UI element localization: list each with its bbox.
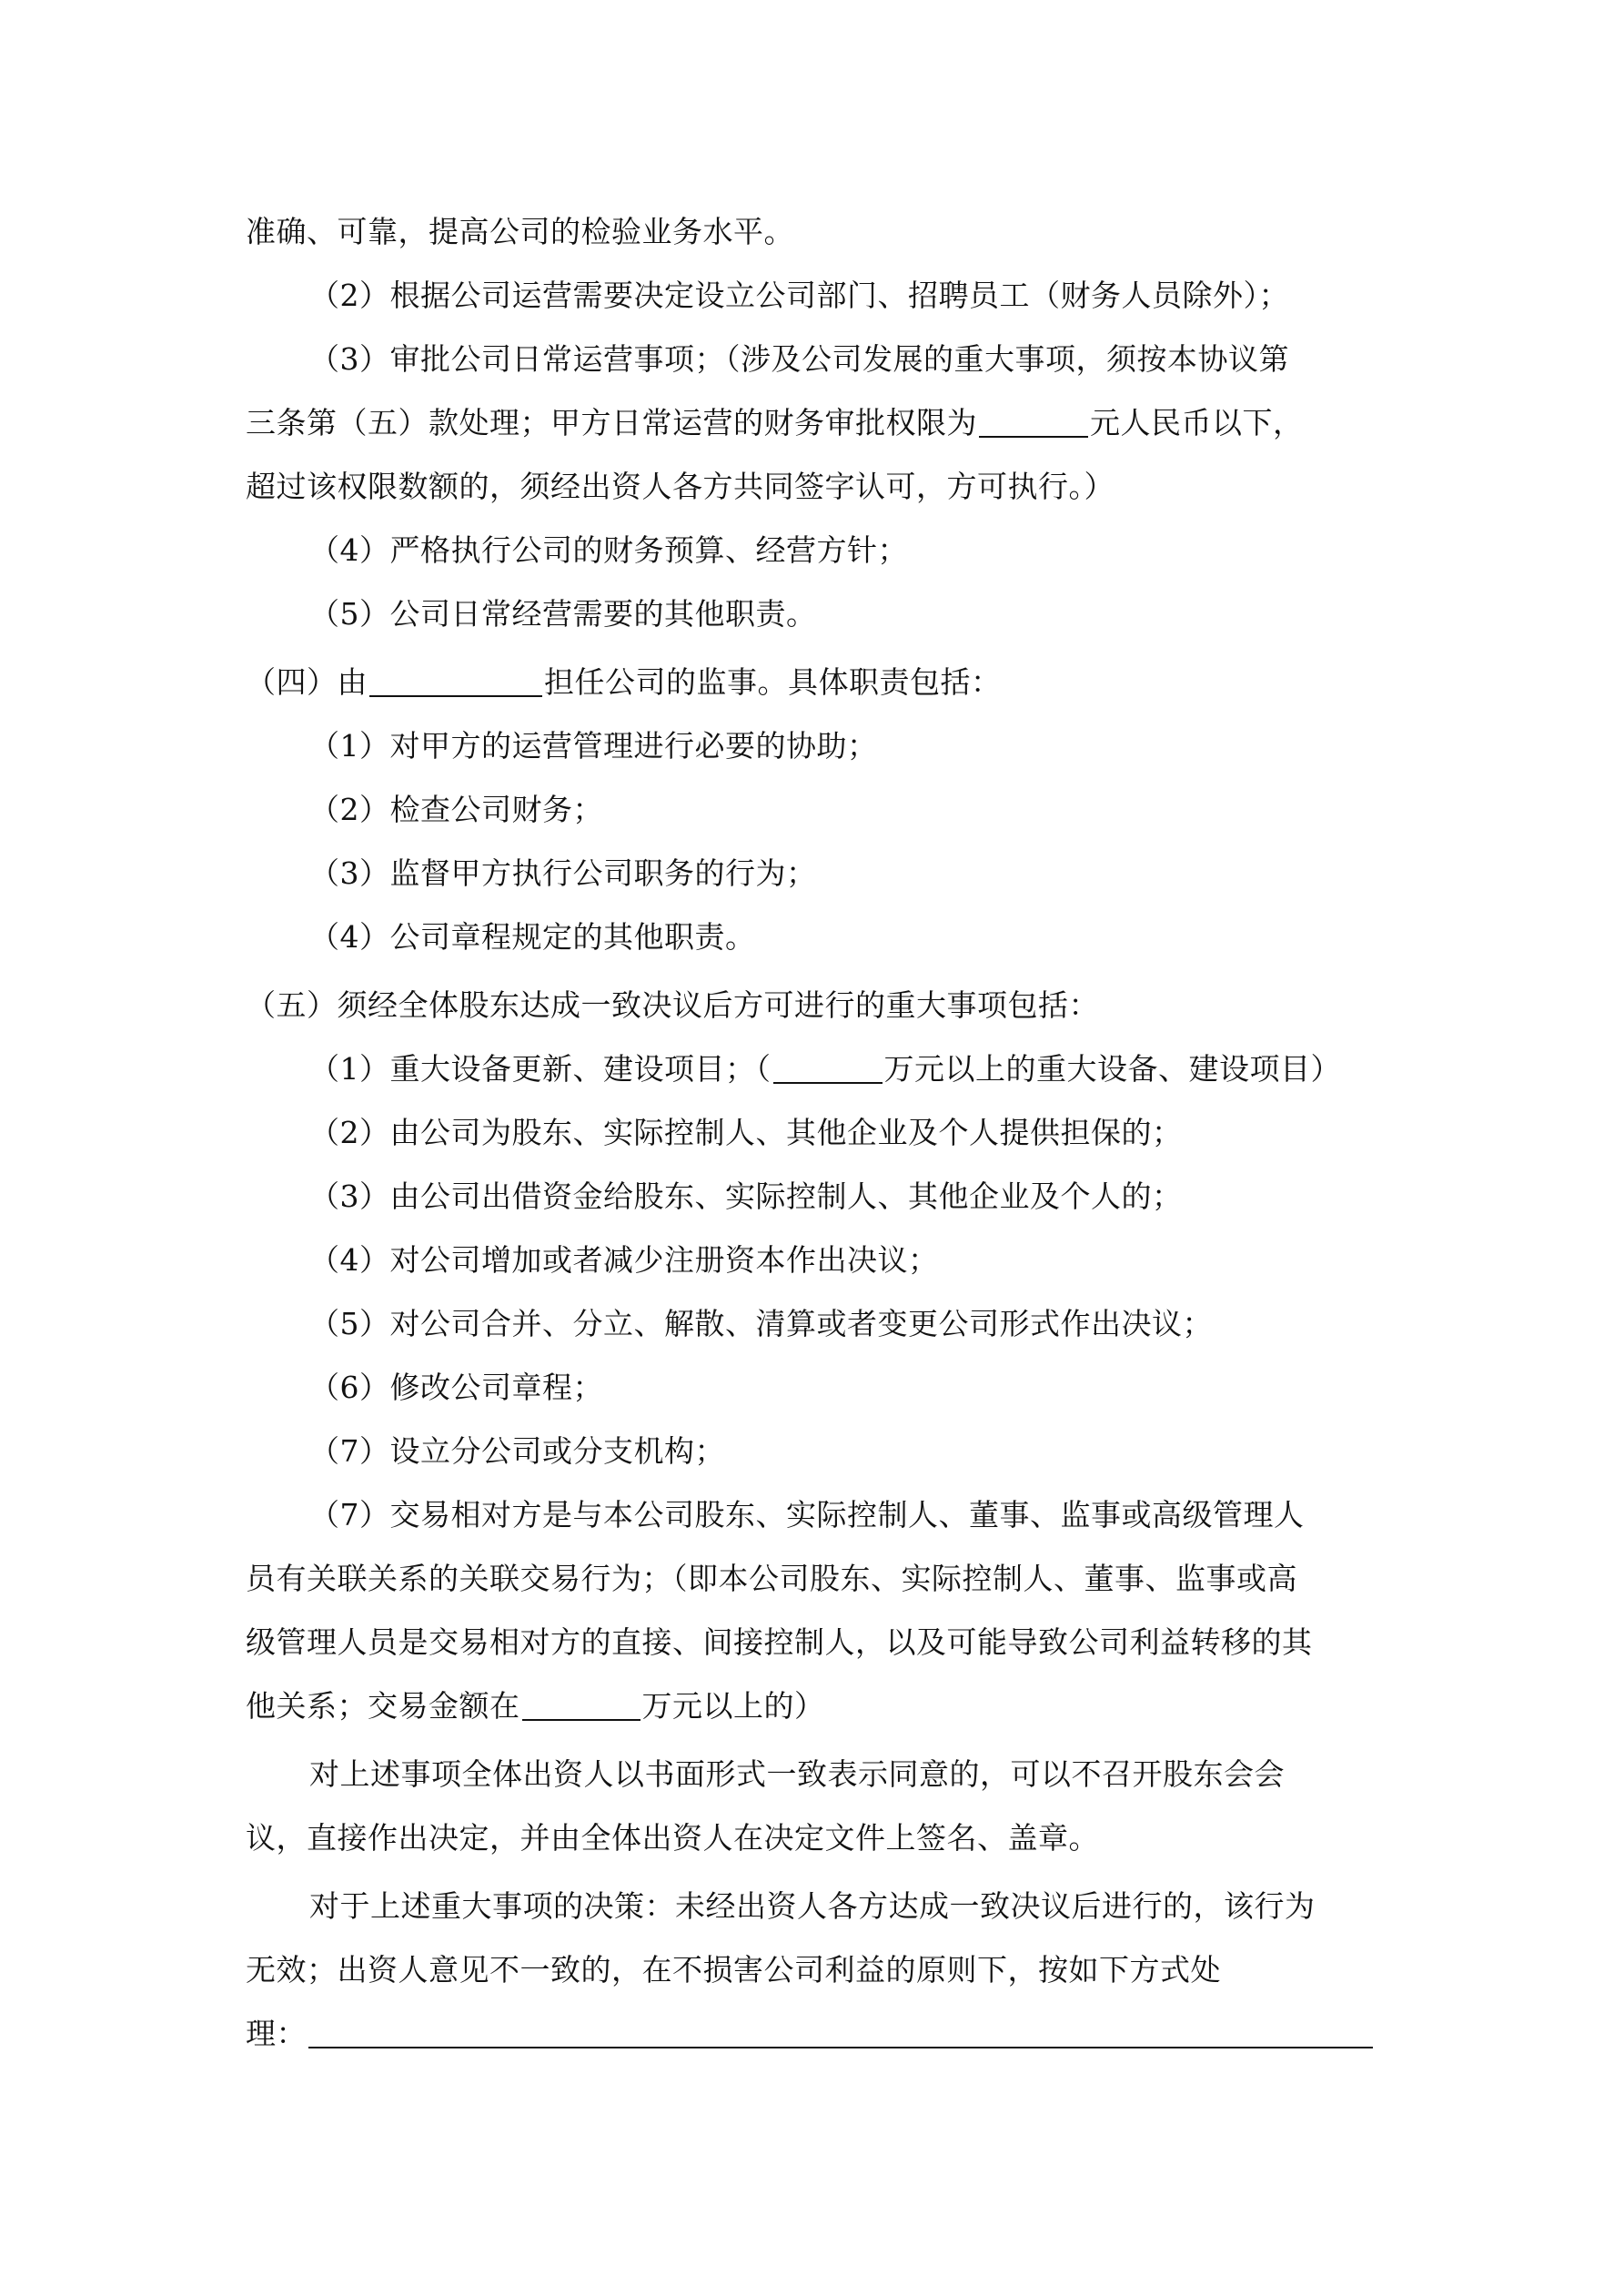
approval-limit-blank[interactable]	[979, 396, 1088, 438]
list-item: （5）对公司合并、分立、解散、清算或者变更公司形式作出决议；	[309, 1306, 1213, 1341]
list-item: （1）对甲方的运营管理进行必要的协助；	[309, 728, 878, 764]
section-heading: （四）由 担任公司的监事。具体职责包括：	[0, 655, 1002, 710]
list-item: （7）设立分公司或分支机构；	[309, 1433, 725, 1469]
paragraph-line: 议，直接作出决定，并由全体出资人在决定文件上签名、盖章。	[246, 1820, 1099, 1856]
paragraph-line: 员有关联关系的关联交易行为；（即本公司股东、实际控制人、董事、监事或高	[246, 1561, 1297, 1596]
list-item: （5）公司日常经营需要的其他职责。	[309, 596, 817, 632]
list-item: （2）根据公司运营需要决定设立公司部门、招聘员工（财务人员除外）；	[309, 278, 1289, 313]
list-item: （2）由公司为股东、实际控制人、其他企业及个人提供担保的；	[309, 1115, 1183, 1150]
paragraph-line: 对于上述重大事项的决策：未经出资人各方达成一致决议后进行的，该行为	[309, 1888, 1316, 1924]
list-item: （4）严格执行公司的财务预算、经营方针；	[309, 532, 908, 568]
paragraph-line: 他关系；交易金额在 万元以上的）	[0, 1679, 825, 1734]
list-item: （3）由公司出借资金给股东、实际控制人、其他企业及个人的；	[309, 1178, 1183, 1214]
transaction-amount-blank[interactable]	[522, 1679, 641, 1721]
paragraph-line: 三条第（五）款处理；甲方日常运营的财务审批权限为 元人民币以下，	[0, 396, 1304, 450]
handling-method-blank[interactable]	[308, 2007, 1373, 2048]
supervisor-name-blank[interactable]	[369, 655, 542, 697]
list-item: （3）监督甲方执行公司职务的行为；	[309, 855, 817, 891]
paragraph-line: 无效；出资人意见不一致的，在不损害公司利益的原则下，按如下方式处	[246, 1952, 1221, 1988]
list-item: （3）审批公司日常运营事项；（涉及公司发展的重大事项，须按本协议第	[309, 341, 1289, 377]
equipment-amount-blank[interactable]	[773, 1042, 883, 1084]
list-item: （2）检查公司财务；	[309, 792, 603, 827]
paragraph-line: 超过该权限数额的，须经出资人各方共同签字认可，方可执行。）	[246, 469, 1115, 504]
paragraph-line: 对上述事项全体出资人以书面形式一致表示同意的，可以不召开股东会会	[309, 1756, 1285, 1792]
list-item: （4）公司章程规定的其他职责。	[309, 919, 756, 955]
section-heading: （五）须经全体股东达成一致决议后方可进行的重大事项包括：	[246, 987, 1099, 1023]
paragraph-line: 理：	[0, 2007, 1375, 2061]
list-item: （7）交易相对方是与本公司股东、实际控制人、董事、监事或高级管理人	[309, 1497, 1305, 1532]
paragraph-line: 准确、可靠，提高公司的检验业务水平。	[246, 214, 794, 249]
list-item: （6）修改公司章程；	[309, 1370, 603, 1405]
list-item: （1）重大设备更新、建设项目；（ 万元以上的重大设备、建设项目）	[0, 1042, 1341, 1097]
list-item: （4）对公司增加或者减少注册资本作出决议；	[309, 1242, 939, 1278]
paragraph-line: 级管理人员是交易相对方的直接、间接控制人，以及可能导致公司利益转移的其	[246, 1624, 1313, 1660]
